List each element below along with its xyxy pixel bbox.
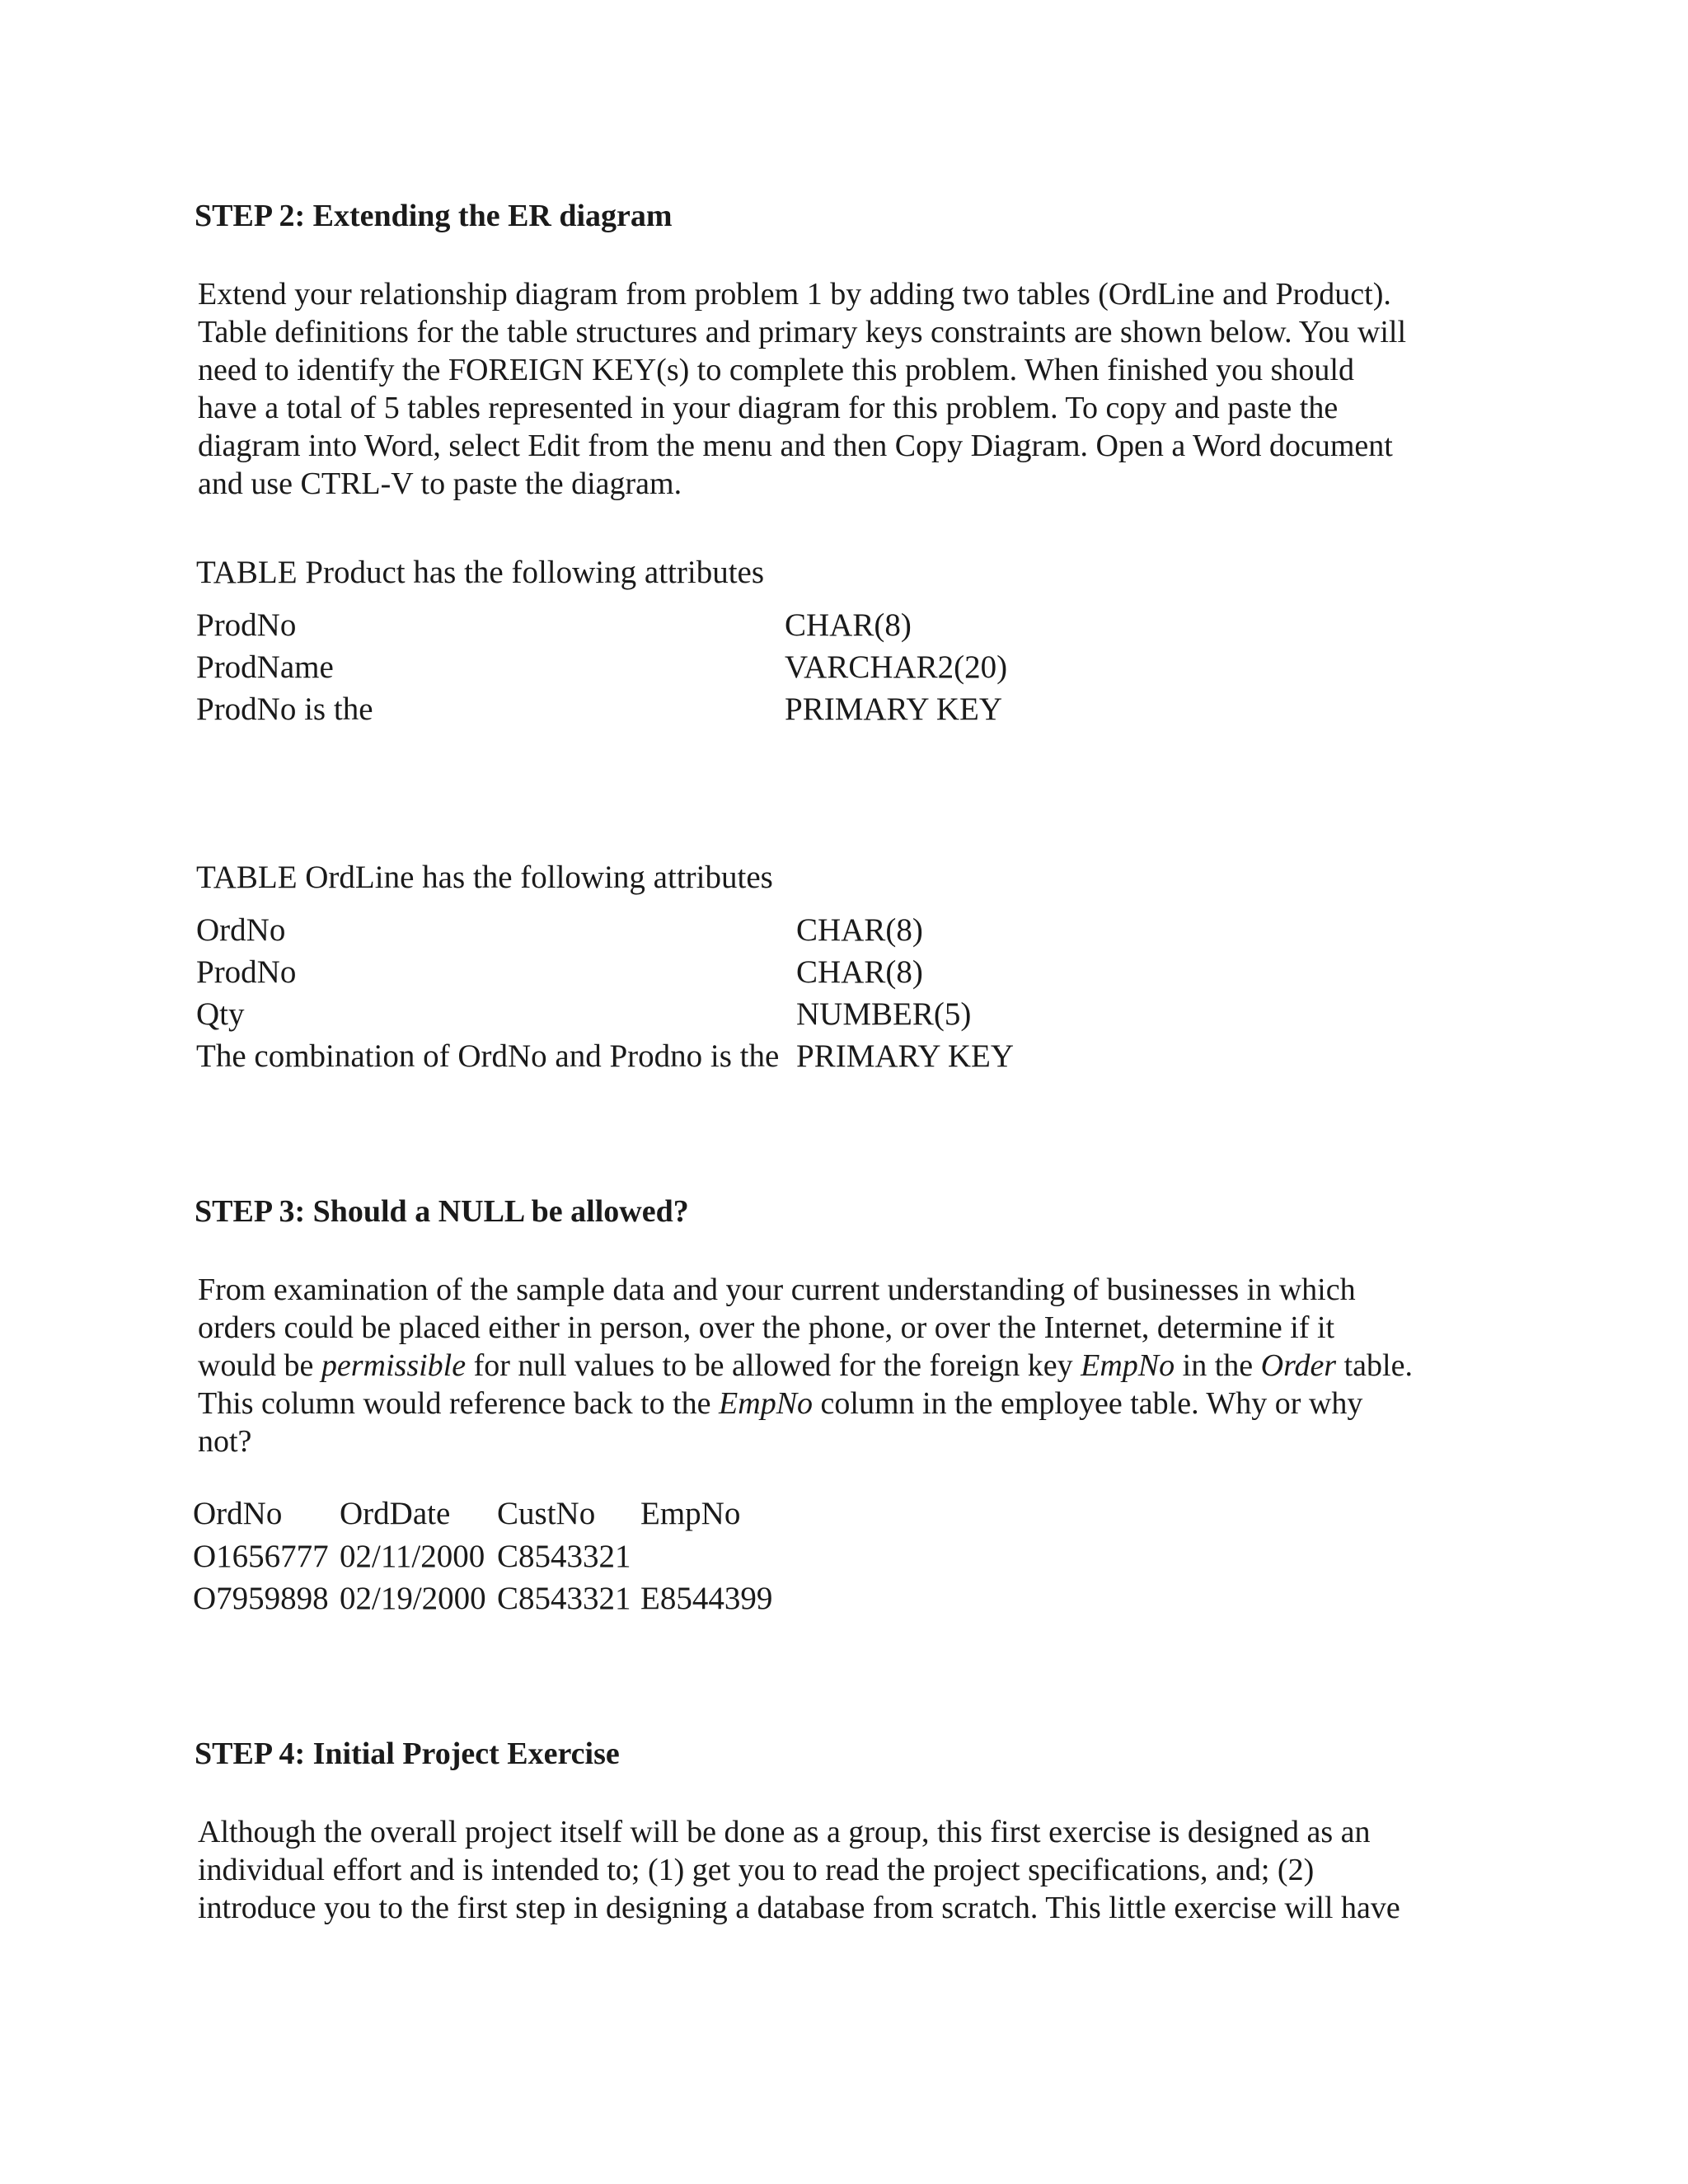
step2-heading: STEP 2: Extending the ER diagram	[195, 199, 673, 233]
product-table-title: TABLE Product has the following attributes	[196, 555, 765, 590]
step4-paragraph	[198, 1813, 1517, 1927]
ordline-attr-type: PRIMARY KEY	[796, 1038, 1015, 1074]
ordline-table-title: TABLE OrdLine has the following attributes	[196, 860, 773, 895]
step3-text: This column would reference back to the	[198, 1386, 720, 1421]
step3-text: table.	[1336, 1348, 1413, 1383]
product-attr-name: ProdNo	[196, 607, 297, 643]
step2-line: Table definitions for the table structures and primary keys constraints are shown below. You will	[198, 315, 1407, 349]
emphasis-empno: EmpNo	[719, 1386, 814, 1421]
table-header: EmpNo	[640, 1496, 741, 1531]
product-attr-type: VARCHAR2(20)	[785, 649, 1008, 685]
step2-line: diagram into Word, select Edit from the menu and then Copy Diagram. Open a Word document	[198, 429, 1393, 463]
table-cell: O7959898	[193, 1581, 329, 1616]
table-cell: C8543321	[497, 1539, 631, 1574]
step4-line: Although the overall project itself will be done as a group, this first exercise is designed as an	[198, 1815, 1371, 1849]
step3-text: would be	[198, 1348, 321, 1383]
step3-text: for null values to be allowed for the foreign key	[466, 1348, 1081, 1383]
step2-line: and use CTRL-V to paste the diagram.	[198, 466, 682, 501]
step3-line	[198, 1385, 1517, 1422]
ordline-attr-name: The combination of OrdNo and Prodno is the	[196, 1038, 780, 1074]
step3-line	[198, 1347, 1517, 1385]
ordline-attr-name: Qty	[196, 996, 245, 1032]
product-attr-name: ProdName	[196, 649, 334, 685]
step3-text: in the	[1175, 1348, 1261, 1383]
emphasis-order: Order	[1260, 1348, 1337, 1383]
table-cell: E8544399	[640, 1581, 773, 1616]
step2-paragraph	[198, 275, 1517, 503]
step2-line: need to identify the FOREIGN KEY(s) to complete this problem. When finished you should	[198, 353, 1354, 387]
step4-heading: STEP 4: Initial Project Exercise	[195, 1736, 620, 1771]
table-header: CustNo	[497, 1496, 596, 1531]
product-attr-name: ProdNo is the	[196, 691, 373, 727]
step4-line: individual effort and is intended to; (1) get you to read the project specifications, and; (2)	[198, 1853, 1315, 1887]
ordline-attr-name: ProdNo	[196, 954, 297, 990]
product-attr-type: CHAR(8)	[785, 607, 912, 643]
emphasis-empno: EmpNo	[1081, 1348, 1175, 1383]
table-cell: C8543321	[497, 1581, 631, 1616]
ordline-attr-type: NUMBER(5)	[796, 996, 972, 1032]
table-cell: 02/11/2000	[340, 1539, 485, 1574]
step3-heading: STEP 3: Should a NULL be allowed?	[195, 1194, 689, 1229]
step3-line: orders could be placed either in person, over the phone, or over the Internet, determine if it	[198, 1310, 1335, 1345]
step2-line: have a total of 5 tables represented in your diagram for this problem. To copy and paste the	[198, 391, 1339, 425]
product-attr-type: PRIMARY KEY	[785, 691, 1003, 727]
step3-line: not?	[198, 1424, 252, 1459]
table-header: OrdNo	[193, 1496, 283, 1531]
emphasis-permissible: permissible	[321, 1348, 467, 1383]
step3-text: column in the employee table. Why or why	[813, 1386, 1363, 1421]
step3-paragraph	[198, 1271, 1517, 1460]
ordline-attr-type: CHAR(8)	[796, 954, 923, 990]
ordline-attr-name: OrdNo	[196, 912, 286, 948]
step2-line: Extend your relationship diagram from problem 1 by adding two tables (OrdLine and Product).	[198, 277, 1391, 312]
ordline-attr-type: CHAR(8)	[796, 912, 923, 948]
step4-line: introduce you to the first step in designing a database from scratch. This little exercise will have	[198, 1891, 1400, 1925]
table-cell: O1656777	[193, 1539, 329, 1574]
step3-line: From examination of the sample data and your current understanding of businesses in which	[198, 1272, 1356, 1307]
table-header: OrdDate	[340, 1496, 451, 1531]
table-cell: 02/19/2000	[340, 1581, 486, 1616]
